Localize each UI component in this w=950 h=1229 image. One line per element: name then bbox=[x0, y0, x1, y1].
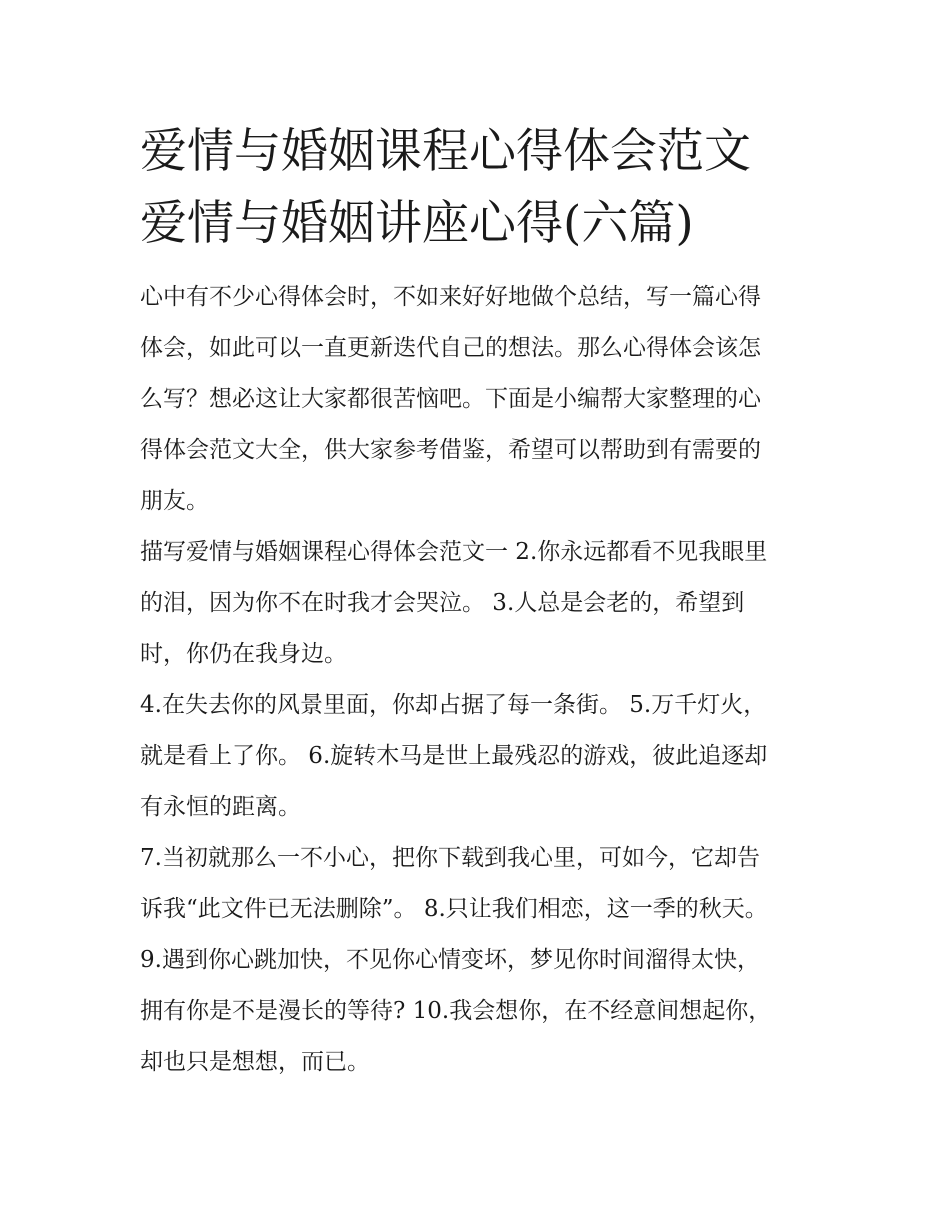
text-line: 拥有你是不是漫长的等待? 10.我会想你，在不经意间想起你， bbox=[140, 998, 772, 1024]
document-body bbox=[140, 272, 820, 1088]
paragraph bbox=[140, 833, 820, 935]
text-line: 有永恒的距离。 bbox=[140, 794, 301, 820]
text-line: 就是看上了你。 6.旋转木马是世上最残忍的游戏，彼此追逐却 bbox=[140, 743, 768, 769]
text-line: 时，你仍在我身边。 bbox=[140, 641, 347, 667]
paragraph-intro bbox=[140, 272, 820, 527]
document-page bbox=[140, 116, 820, 1088]
paragraph bbox=[140, 935, 820, 1088]
text-line: 却也只是想想，而已。 bbox=[140, 1049, 370, 1075]
paragraph bbox=[140, 680, 820, 833]
text-line: 的泪，因为你不在时我才会哭泣。 3.人总是会老的，希望到 bbox=[140, 590, 745, 616]
text-line: 4.在失去你的风景里面，你却占据了每一条街。 5.万千灯火， bbox=[140, 692, 767, 718]
text-line: 7.当初就那么一不小心，把你下载到我心里，可如今，它却告 bbox=[140, 845, 760, 871]
text-line: 体会，如此可以一直更新迭代自己的想法。那么心得体会该怎 bbox=[140, 335, 761, 361]
text-line: 么写？想必这让大家都很苦恼吧。下面是小编帮大家整理的心 bbox=[140, 386, 761, 412]
title-line: 爱情与婚姻课程心得体会范文 bbox=[140, 124, 751, 179]
document-title bbox=[140, 116, 820, 260]
paragraph bbox=[140, 527, 820, 680]
text-line: 朋友。 bbox=[140, 488, 209, 514]
text-line: 9.遇到你心跳加快，不见你心情变坏，梦见你时间溜得太快， bbox=[140, 947, 760, 973]
text-line: 心中有不少心得体会时，不如来好好地做个总结，写一篇心得 bbox=[140, 284, 761, 310]
text-line: 得体会范文大全，供大家参考借鉴，希望可以帮助到有需要的 bbox=[140, 437, 761, 463]
title-line: 爱情与婚姻讲座心得(六篇) bbox=[140, 196, 694, 251]
text-line: 描写爱情与婚姻课程心得体会范文一 2.你永远都看不见我眼里 bbox=[140, 539, 768, 565]
text-line: 诉我“此文件已无法删除”。 8.只让我们相恋，这一季的秋天。 bbox=[140, 896, 768, 922]
